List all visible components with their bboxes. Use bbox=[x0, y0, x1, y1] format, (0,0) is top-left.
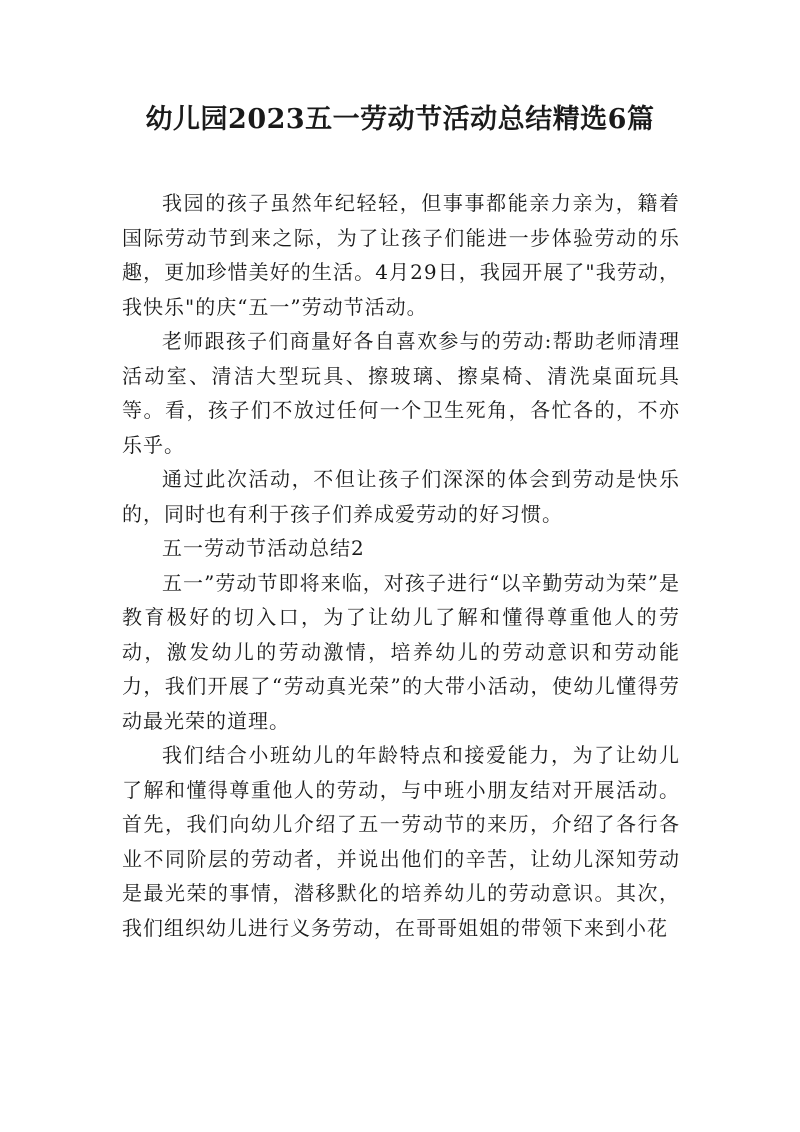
paragraph: 五一”劳动节即将来临，对孩子进行“以辛勤劳动为荣”是教育极好的切入口，为了让幼儿了解和懂得尊重他人的劳动，激发幼儿的劳动激情，培养幼儿的劳动意识和劳动能力，我们开展了“劳动真光荣”的大带小活动，使幼儿懂得劳动最光荣的道理。 bbox=[122, 570, 680, 733]
paragraph: 老师跟孩子们商量好各自喜欢参与的劳动:帮助老师清理活动室、清洁大型玩具、擦玻璃、擦桌椅、清洗桌面玩具等。看，孩子们不放过任何一个卫生死角，各忙各的，不亦乐乎。 bbox=[122, 329, 680, 457]
document-title: 幼儿园2023五一劳动节活动总结精选6篇 bbox=[145, 104, 655, 135]
paragraph: 我园的孩子虽然年纪轻轻，但事事都能亲力亲为，籍着国际劳动节到来之际，为了让孩子们能进一步体验劳动的乐趣，更加珍惜美好的生活。4月29日，我园开展了"我劳动，我快乐"的庆“五一”劳动节活动。 bbox=[122, 191, 680, 319]
paragraph: 通过此次活动，不但让孩子们深深的体会到劳动是快乐的，同时也有利于孩子们养成爱劳动的好习惯。 bbox=[122, 467, 680, 526]
paragraph: 我们结合小班幼儿的年龄特点和接爱能力，为了让幼儿了解和懂得尊重他人的劳动，与中班小朋友结对开展活动。首先，我们向幼儿介绍了五一劳动节的来历，介绍了各行各业不同阶层的劳动者，并说出他们的辛苦，让幼儿深知劳动是最光荣的事情，潜移默化的培养幼儿的劳动意识。其次，我们组织幼儿进行义务劳动，在哥哥姐姐的带领下来到小花 bbox=[122, 743, 680, 940]
document-body bbox=[122, 186, 680, 945]
section-heading: 五一劳动节活动总结2 bbox=[162, 536, 365, 560]
